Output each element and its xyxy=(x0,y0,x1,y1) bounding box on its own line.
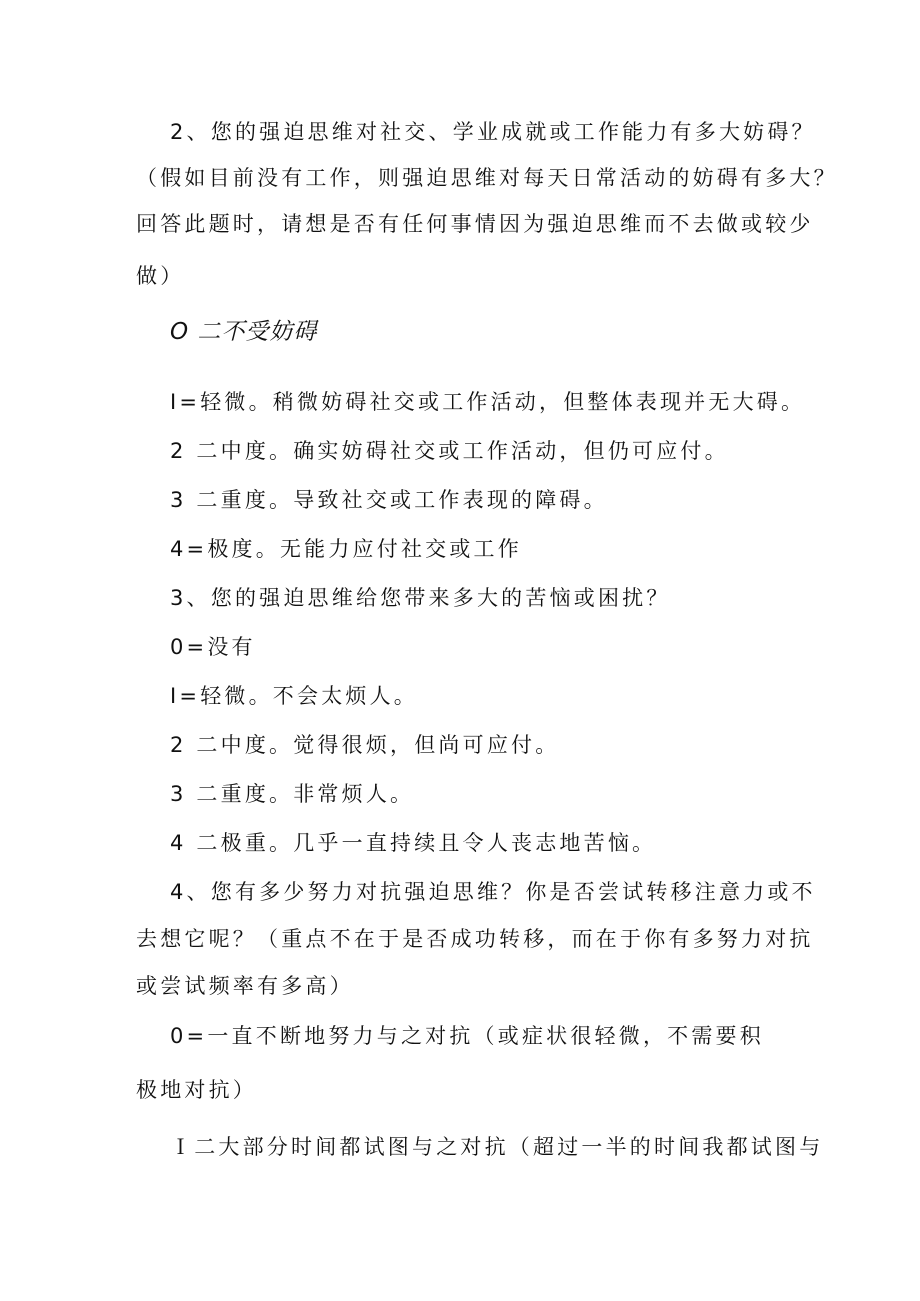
q4-option-0-line-1: 0=一直不断地努力与之对抗（或症状很轻微，不需要积 xyxy=(170,1024,764,1048)
q2-question-line-2: （假如目前没有工作，则强迫思维对每天日常活动的妨碍有多大？ xyxy=(136,166,838,190)
q4-question-line-1: 4、您有多少努力对抗强迫思维？你是否尝试转移注意力或不 xyxy=(170,880,816,904)
q3-option-4: 4 二极重。几乎一直持续且令人丧志地苦恼。 xyxy=(170,831,657,855)
q4-question-line-3: 或尝试频率有多高） xyxy=(136,974,354,998)
q2-option-4: 4=极度。无能力应付社交或工作 xyxy=(170,537,522,561)
q3-option-0: 0=没有 xyxy=(170,635,256,659)
q2-option-1: I=轻微。稍微妨碍社交或工作活动，但整体表现并无大碍。 xyxy=(170,390,806,414)
q3-question-line-1: 3、您的强迫思维给您带来多大的苦恼或困扰？ xyxy=(170,586,671,610)
q2-option-0: O 二不受妨碍 xyxy=(170,319,318,345)
q4-option-1-line-1: Ｉ二大部分时间都试图与之对抗（超过一半的时间我都试图与 xyxy=(170,1135,824,1159)
q4-question-line-2: 去想它呢？（重点不在于是否成功转移，而在于你有多努力对抗 xyxy=(136,927,814,951)
q3-option-2: 2 二中度。觉得很烦，但尚可应付。 xyxy=(170,733,560,757)
q2-option-2: 2 二中度。确实妨碍社交或工作活动，但仍可应付。 xyxy=(170,439,729,463)
q2-question-line-1: 2、您的强迫思维对社交、学业成就或工作能力有多大妨碍？ xyxy=(170,120,816,144)
q3-option-1: I=轻微。不会太烦人。 xyxy=(170,684,418,708)
q4-option-0-line-2: 极地对抗） xyxy=(136,1078,257,1102)
q2-option-3: 3 二重度。导致社交或工作表现的障碍。 xyxy=(170,488,608,512)
q2-question-line-3: 回答此题时，请想是否有任何事情因为强迫思维而不去做或较少 xyxy=(136,212,814,236)
q2-question-line-4: 做） xyxy=(136,264,185,288)
q3-option-3: 3 二重度。非常烦人。 xyxy=(170,782,415,806)
